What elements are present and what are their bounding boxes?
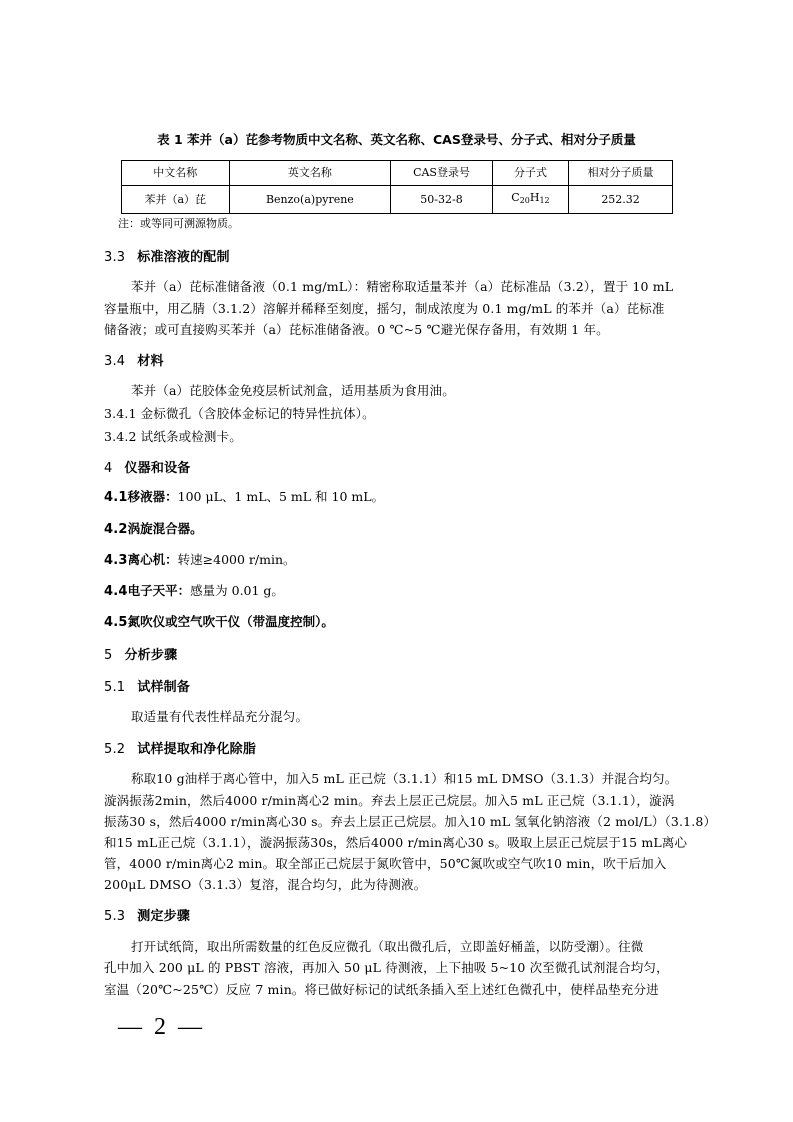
formula-h-sub: 12 [539,196,550,205]
header-formula: 分子式 [492,161,568,186]
s52-line-4: 和15 mL正己烷（3.1.1），漩涡振荡30s，然后4000 r/min离心30 s。吸取上层正己烷层于15 mL离心 [104,835,688,850]
item-4-3: 4.3离心机：转速≥4000 r/min。 [104,552,296,568]
cell-cas: 50-32-8 [391,186,493,214]
page-number: — 2 — [118,1014,205,1040]
cell-mass: 252.32 [569,186,673,214]
reference-table [121,160,673,214]
heading-5: 5 分析步骤 [104,648,178,663]
heading-4: 4 仪器和设备 [104,461,191,476]
item-4-1: 4.1移液器：100 μL、1 mL、5 mL 和 10 mL。 [104,489,385,505]
table-header-row [122,161,673,186]
header-cn-name: 中文名称 [122,161,230,186]
cell-en-name: Benzo(a)pyrene [229,186,391,214]
formula-c-sub: 20 [519,196,530,205]
s34-line-2: 3.4.1 金标微孔（含胶体金标记的特异性抗体）。 [104,406,375,421]
s34-line-3: 3.4.2 试纸条或检测卡。 [104,429,242,444]
s33-line-2: 容量瓶中，用乙腈（3.1.2）溶解并稀释至刻度，摇匀，制成浓度为 0.1 mg/mL 的苯并（a）芘标准 [104,301,665,316]
s52-line-3: 振荡30 s，然后4000 r/min离心30 s。弃去上层正己烷层。加入10 mL 氢氧化钠溶液（2 mol/L）（3.1.8） [104,814,717,829]
s33-line-1: 苯并（a）芘标准储备液（0.1 mg/mL）：精密称取适量苯并（a）芘标准品（3.2），置于 10 mL [131,279,674,294]
s53-line-3: 室温（20℃~25℃）反应 7 min。将已做好标记的试纸条插入至上述红色微孔中，使样品垫充分进 [104,982,659,997]
header-cas: CAS登录号 [391,161,493,186]
table-row [122,186,673,214]
s53-line-1: 打开试纸筒，取出所需数量的红色反应微孔（取出微孔后，立即盖好桶盖，以防受潮）。往微 [131,939,644,954]
heading-3-4: 3.4 材料 [104,354,164,369]
s33-line-3: 储备液；或可直接购买苯并（a）芘标准储备液。0 ℃~5 ℃避光保存备用，有效期 1 年。 [104,322,609,337]
heading-3-3: 3.3 标准溶液的配制 [104,250,230,265]
s34-line-1: 苯并（a）芘胶体金免疫层析试剂盒，适用基质为食用油。 [131,383,455,398]
heading-5-2: 5.2 试样提取和净化除脂 [104,742,257,757]
s53-line-2: 孔中加入 200 μL 的 PBST 溶液，再加入 50 μL 待测液，上下抽吸 5~10 次至微孔试剂混合均匀， [104,960,669,975]
table-note: 注：或等同可溯源物质。 [118,217,239,230]
s52-line-2: 漩涡振荡2min，然后4000 r/min离心2 min。弃去上层正己烷层。加入5 mL 正己烷（3.1.1），漩涡 [104,793,675,808]
formula-h: H [529,191,540,204]
cell-formula [492,186,568,214]
s52-line-6: 200μL DMSO（3.1.3）复溶，混合均匀，此为待测液。 [104,877,427,892]
item-4-5: 4.5氮吹仪或空气吹干仪（带温度控制）。 [104,614,334,630]
table-caption: 表 1 苯并（a）芘参考物质中文名称、英文名称、CAS登录号、分子式、相对分子质量 [157,132,636,147]
heading-5-1: 5.1 试样制备 [104,680,191,695]
formula-c: C [511,191,520,204]
cell-cn-name: 苯并（a）芘 [122,186,230,214]
s52-line-1: 称取10 g油样于离心管中，加入5 mL 正己烷（3.1.1）和15 mL DMSO（3.1.3）并混合均匀。 [131,771,678,786]
item-4-4: 4.4电子天平：感量为 0.01 g。 [104,583,284,599]
item-4-2: 4.2涡旋混合器。 [104,521,203,537]
heading-5-3: 5.3 测定步骤 [104,909,191,924]
header-en-name: 英文名称 [229,161,391,186]
s52-line-5: 管，4000 r/min离心2 min。取全部正己烷层于氮吹管中，50℃氮吹或空气吹10 min，吹干后加入 [104,856,667,871]
header-mass: 相对分子质量 [569,161,673,186]
s51-line: 取适量有代表性样品充分混匀。 [131,709,309,724]
